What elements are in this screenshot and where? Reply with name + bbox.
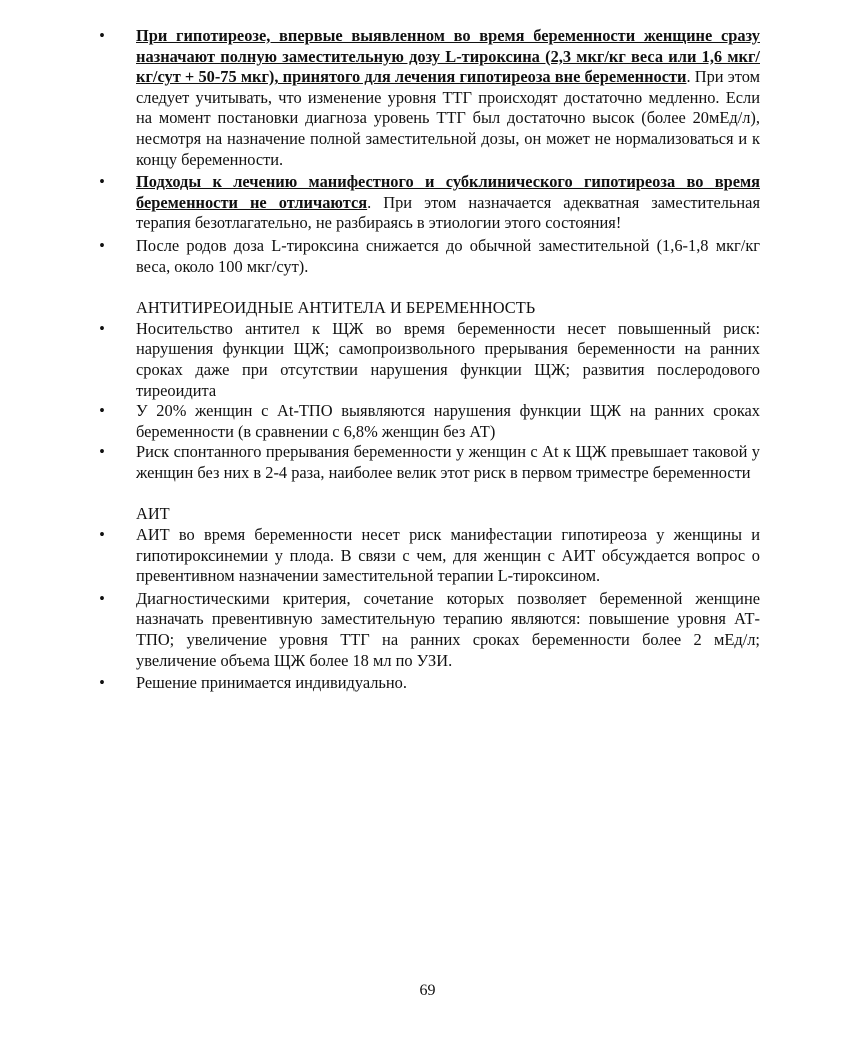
- list-item: [96, 673, 760, 694]
- bullet: •: [99, 172, 105, 192]
- bullet: •: [99, 401, 105, 421]
- item-text: После родов доза L-тироксина снижается до обычной заместительной (1,6-1,8 мкг/кг веса, около 100 мкг/сут).: [136, 235, 760, 276]
- emphasized-text: При гипотиреозе, впервые выявленном во время беременности женщине сразу назначают полную заместительную дозу L-тироксина (2,3 мкг/кг веса или 1,6 мкг/кг/сут + 50-75 мкг), принятого для лечения гипотиреоза вне беременности: [136, 26, 760, 87]
- item-text: АИТ во время беременности несет риск манифестации гипотиреоза у женщины и гипотироксинемии у плода. В связи с чем, для женщин с АИТ обсуждается вопрос о превентивном назначении заместительной терапии L-тироксином.: [136, 525, 760, 586]
- bullet: •: [99, 525, 105, 545]
- list-item: [96, 401, 760, 442]
- list-item: [96, 442, 760, 483]
- bullet: •: [99, 235, 105, 255]
- item-text: . При этом следует учитывать, что изменение уровня ТТГ происходят достаточно медленно. Если на момент постановки диагноза уровень ТТГ был достаточно высок (более 20мЕд/л), несмотря на назначение полной заместительной дозы, он может не нормализоваться и к концу беременности.: [136, 67, 760, 169]
- page-content: [96, 26, 760, 694]
- list-item: [96, 525, 760, 587]
- bullet: •: [99, 26, 105, 45]
- bullet: •: [99, 588, 105, 608]
- list-item: [96, 319, 760, 401]
- bullet: •: [99, 673, 105, 693]
- section-heading: АИТ: [136, 504, 170, 524]
- item-text: У 20% женщин с At-ТПО выявляются нарушения функции ЩЖ на ранних сроках беременности (в сравнении с 6,8% женщин без АТ): [136, 401, 760, 441]
- item-text: Решение принимается индивидуально.: [136, 673, 407, 693]
- list-item: [96, 172, 760, 234]
- item-text: . При этом назначается адекватная заместительная терапия безотлагательно, не разбираясь в этиологии этого состояния!: [136, 192, 760, 233]
- bullet: •: [99, 318, 105, 338]
- list-item: [96, 236, 760, 277]
- item-text: Носительство антител к ЩЖ во время беременности несет повышенный риск: нарушения функции ЩЖ; самопроизвольного прерывания беременности на ранних сроках даже при отсутствии нарушения функции ЩЖ; развития послеродового тиреоидита: [136, 318, 760, 400]
- item-text: Риск спонтанного прерывания беременности у женщин с At к ЩЖ превышает таковой у женщин без них в 2-4 раза, наиболее велик этот риск в первом триместре беременности: [136, 442, 760, 482]
- page-number: 69: [419, 982, 436, 999]
- section-heading: АНТИТИРЕОИДНЫЕ АНТИТЕЛА И БЕРЕМЕННОСТЬ: [136, 298, 536, 318]
- item-text: Диагностическими критерия, сочетание которых позволяет беременной женщине назначать превентивную заместительную терапию являются: повышение уровня АТ-ТПО; увеличение уровня ТТГ на ранних сроках беременности более 2 мЕд/л; увеличение объема ЩЖ более 18 мл по УЗИ.: [136, 588, 760, 670]
- list-item: [96, 589, 760, 671]
- list-item: [96, 26, 760, 170]
- emphasized-text: Подходы к лечению манифестного и субклинического гипотиреоза во время беременности не отличаются: [136, 172, 760, 212]
- bullet: •: [99, 442, 105, 462]
